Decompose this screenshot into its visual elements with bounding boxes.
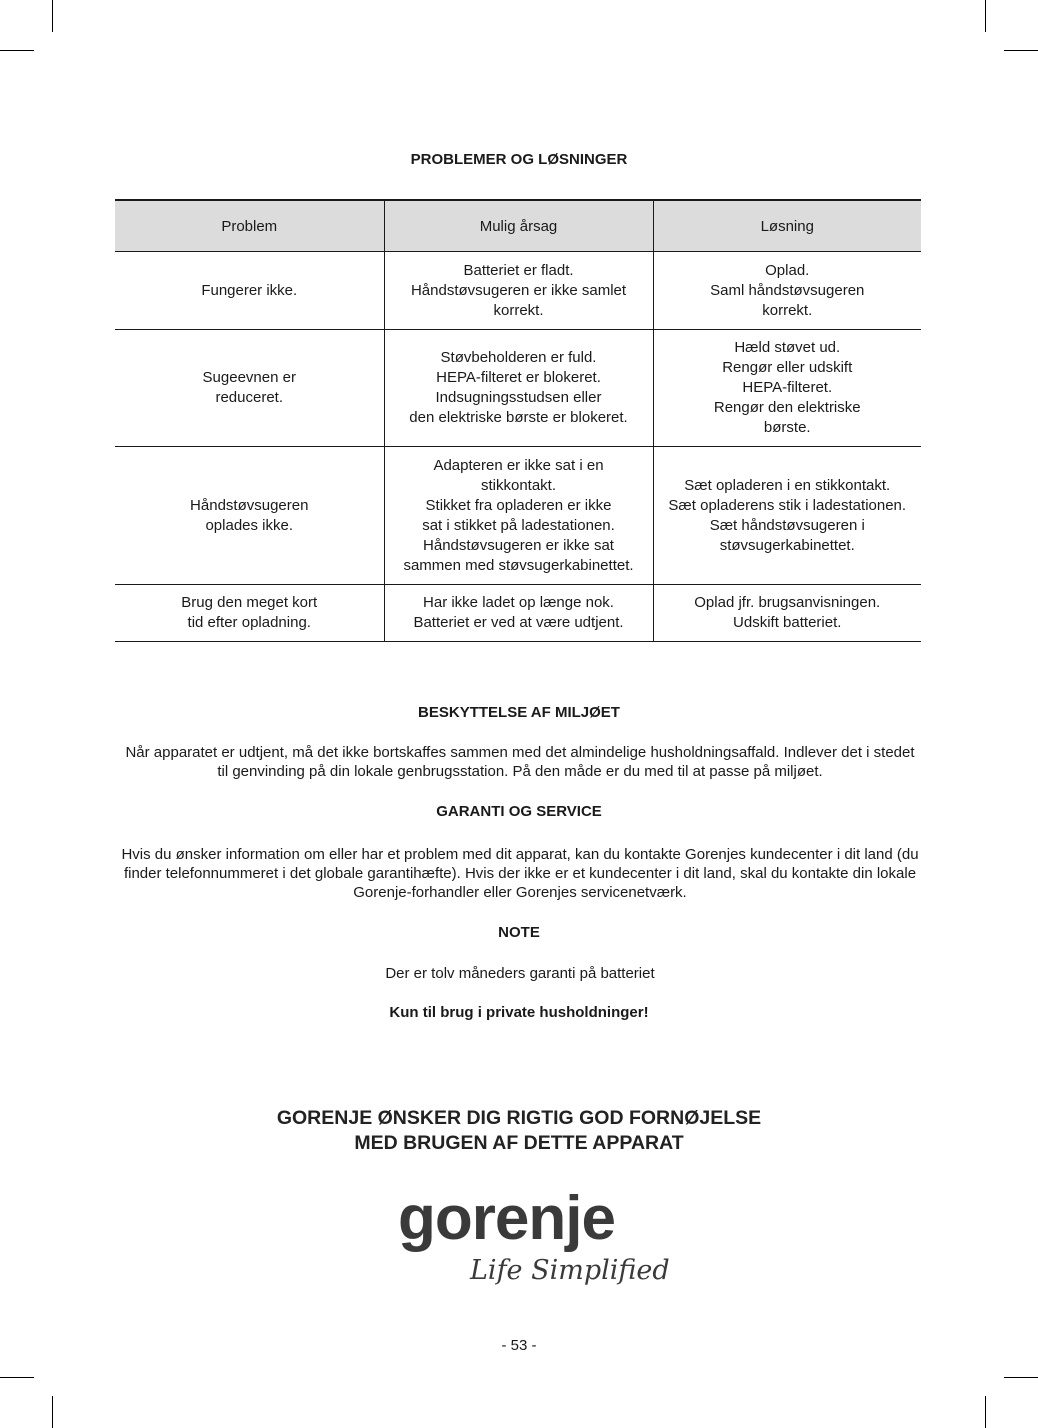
cause-cell: Har ikke ladet op længe nok. Batteriet er ved at være udtjent. xyxy=(384,585,653,642)
crop-mark xyxy=(0,1377,34,1378)
environment-title: BESKYTTELSE AF MILJØET xyxy=(418,704,620,721)
solution-cell: Hæld støvet ud. Rengør eller udskift HEPA-filteret. Rengør den elektriske børste. xyxy=(653,330,921,447)
crop-mark xyxy=(985,1396,986,1428)
table-row xyxy=(115,585,921,642)
table-row xyxy=(115,330,921,447)
table-header-row xyxy=(115,200,921,252)
solution-cell: Sæt opladeren i en stikkontakt. Sæt opladerens stik i ladestationen. Sæt håndstøvsugeren i støvsugerkabinettet. xyxy=(653,447,921,585)
cause-cell: Adapteren er ikke sat i en stikkontakt. Stikket fra opladeren er ikke sat i stikket på ladestationen. Håndstøvsugeren er ikke sat sammen med støvsugerkabinettet. xyxy=(384,447,653,585)
column-header-cause: Mulig årsag xyxy=(384,200,653,252)
environment-text: Når apparatet er udtjent, må det ikke bortskaffes sammen med det almindelige husholdningsaffald. Indlever det i stedet til genvinding på din lokale genbrugsstation. På den måde er du med til at passe på miljøet. xyxy=(125,744,915,780)
table-row xyxy=(115,447,921,585)
crop-mark xyxy=(1004,50,1038,51)
gorenje-logo: gorenje xyxy=(398,1184,615,1253)
crop-mark xyxy=(1004,1377,1038,1378)
cause-cell: Batteriet er fladt. Håndstøvsugeren er ikke samlet korrekt. xyxy=(384,252,653,330)
problem-cell: Brug den meget kort tid efter opladning. xyxy=(115,585,384,642)
note-title: NOTE xyxy=(498,924,540,941)
note-text: Der er tolv måneders garanti på batteriet xyxy=(385,965,655,982)
crop-mark xyxy=(52,1396,53,1428)
troubleshooting-table xyxy=(115,199,921,642)
private-use-notice: Kun til brug i private husholdninger! xyxy=(389,1004,649,1021)
column-header-problem: Problem xyxy=(115,200,384,252)
warranty-title: GARANTI OG SERVICE xyxy=(436,803,602,820)
solution-cell: Oplad jfr. brugsanvisningen. Udskift batteriet. xyxy=(653,585,921,642)
cause-cell: Støvbeholderen er fuld. HEPA-filteret er blokeret. Indsugningsstudsen eller den elektriske børste er blokeret. xyxy=(384,330,653,447)
table-row xyxy=(115,252,921,330)
page-number: - 53 - xyxy=(501,1337,537,1354)
solution-cell: Oplad. Saml håndstøvsugeren korrekt. xyxy=(653,252,921,330)
brand-tagline: Life Simplified xyxy=(470,1255,670,1286)
column-header-solution: Løsning xyxy=(653,200,921,252)
closing-line-1: GORENJE ØNSKER DIG RIGTIG GOD FORNØJELSE xyxy=(276,1107,762,1129)
closing-line-2: MED BRUGEN AF DETTE APPARAT xyxy=(354,1132,684,1154)
crop-mark xyxy=(52,0,53,32)
crop-mark xyxy=(0,50,34,51)
problem-cell: Fungerer ikke. xyxy=(115,252,384,330)
troubleshooting-title: PROBLEMER OG LØSNINGER xyxy=(410,151,628,168)
warranty-text: Hvis du ønsker information om eller har et problem med dit apparat, kan du kontakte Gorenjes kundecenter i dit land (du finder telefonnummeret i det globale garantihæfte). Hvis der ikke er et kundecenter i dit land, skal du kontakte din lokale Gorenje-forhandler eller Gorenjes servicenetværk. xyxy=(121,846,919,901)
problem-cell: Sugeevnen er reduceret. xyxy=(115,330,384,447)
crop-mark xyxy=(985,0,986,32)
problem-cell: Håndstøvsugeren oplades ikke. xyxy=(115,447,384,585)
